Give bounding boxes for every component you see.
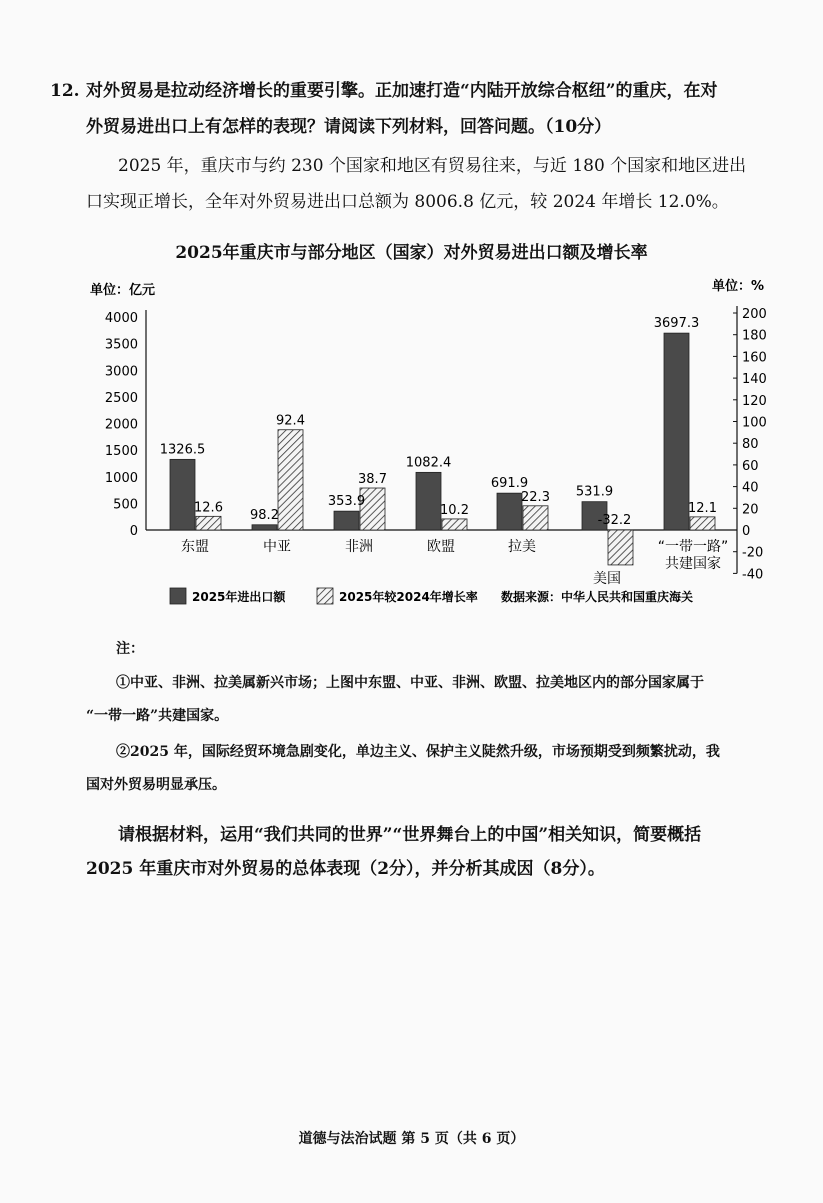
amount-value-label: 531.9 — [575, 484, 614, 500]
left-tick-label: 2500 — [104, 390, 138, 406]
category-label: 欧盟 — [427, 539, 455, 555]
task-line-1: 请根据材料，运用“我们共同的世界”“世界舞台上的中国”相关知识，简要概括 — [118, 825, 702, 845]
right-tick-label: 0 — [742, 524, 751, 539]
legend-swatch-growth — [317, 588, 333, 604]
category-label: “一带一路” — [657, 539, 729, 555]
growth-rate-bar — [278, 430, 303, 530]
growth-rate-value-label: 38.7 — [358, 472, 387, 488]
task-line-2: 2025 年重庆市对外贸易的总体表现（2分），并分析其成因（8分）。 — [86, 859, 605, 879]
growth-rate-bar — [523, 506, 548, 530]
left-tick-label: 1500 — [104, 444, 138, 460]
notes-heading: 注： — [116, 641, 144, 657]
question-line-1: 对外贸易是拉动经济增长的重要引擎。正加速打造“内陆开放综合枢纽”的重庆，在对 — [86, 81, 718, 101]
growth-rate-bar — [442, 519, 467, 530]
growth-rate-bar — [196, 516, 221, 530]
note-1-line-1: ①中亚、非洲、拉美属新兴市场；上图中东盟、中亚、非洲、欧盟、拉美地区内的部分国家属于 — [116, 675, 704, 691]
right-tick-label: 20 — [742, 502, 759, 518]
right-tick-label: -40 — [742, 567, 764, 583]
right-tick-label: 180 — [742, 328, 767, 344]
question-number: 12. — [50, 81, 80, 101]
left-tick-label: 4000 — [104, 311, 138, 326]
amount-bar — [252, 525, 277, 530]
growth-rate-bar — [608, 530, 633, 565]
category-label: 非洲 — [345, 539, 373, 555]
growth-rate-value-label: -32.2 — [597, 513, 632, 528]
right-tick-label: 200 — [742, 307, 767, 322]
category-label: 美国 — [593, 570, 621, 587]
growth-rate-value-label: 12.6 — [194, 500, 223, 516]
amount-value-label: 3697.3 — [653, 316, 700, 332]
left-tick-label: 3000 — [104, 364, 138, 380]
legend-swatch-amount — [170, 588, 186, 604]
left-axis-unit: 单位：亿元 — [90, 283, 156, 298]
trade-bar-chart — [0, 270, 823, 620]
right-tick-label: 60 — [742, 458, 759, 474]
growth-rate-value-label: 22.3 — [521, 489, 550, 505]
right-tick-label: -20 — [742, 545, 764, 561]
left-tick-label: 1000 — [104, 470, 138, 486]
amount-bar — [170, 459, 195, 530]
amount-value-label: 1326.5 — [159, 442, 206, 458]
right-tick-label: 100 — [742, 415, 767, 431]
left-tick-label: 2000 — [104, 417, 138, 433]
note-1-line-2: “一带一路”共建国家。 — [86, 708, 229, 724]
amount-value-label: 98.2 — [250, 507, 279, 523]
right-tick-label: 120 — [742, 393, 767, 409]
page-footer: 道德与法治试题 第 5 页（共 6 页） — [298, 1131, 525, 1147]
growth-rate-bar — [690, 517, 715, 530]
amount-bar — [416, 472, 441, 530]
amount-bar — [334, 511, 359, 530]
category-label: 东盟 — [181, 539, 209, 555]
left-tick-label: 0 — [129, 524, 138, 539]
note-2-line-2: 国对外贸易明显承压。 — [86, 777, 226, 793]
left-tick-label: 500 — [113, 497, 138, 513]
material-line-1: 2025 年，重庆市与约 230 个国家和地区有贸易往来，与近 180 个国家和地区进出 — [118, 156, 747, 176]
right-tick-label: 160 — [742, 350, 767, 366]
left-tick-label: 3500 — [104, 337, 138, 353]
amount-bar — [664, 333, 689, 530]
legend-label-amount: 2025年进出口额 — [192, 590, 286, 604]
note-2-line-1: ②2025 年，国际经贸环境急剧变化，单边主义、保护主义陡然升级，市场预期受到频繁扰动，我 — [116, 744, 720, 760]
material-line-2: 口实现正增长，全年对外贸易进出口总额为 8006.8 亿元，较 2024 年增长 12.0%。 — [86, 192, 729, 212]
amount-value-label: 1082.4 — [405, 455, 452, 471]
amount-value-label: 353.9 — [327, 494, 366, 510]
right-axis-unit: 单位：% — [712, 279, 765, 294]
amount-value-label: 691.9 — [490, 476, 529, 492]
legend-label-growth: 2025年较2024年增长率 — [339, 590, 478, 604]
question-line-2: 外贸易进出口上有怎样的表现？请阅读下列材料，回答问题。（10分） — [86, 117, 612, 137]
growth-rate-value-label: 92.4 — [276, 413, 305, 429]
chart-source: 数据来源：中华人民共和国重庆海关 — [501, 590, 694, 604]
amount-bar — [497, 493, 522, 530]
right-tick-label: 80 — [742, 437, 759, 453]
growth-rate-value-label: 10.2 — [440, 502, 469, 518]
right-tick-label: 140 — [742, 372, 767, 388]
growth-rate-value-label: 12.1 — [688, 500, 717, 516]
chart-title: 2025年重庆市与部分地区（国家）对外贸易进出口额及增长率 — [175, 243, 648, 263]
category-label: 拉美 — [508, 539, 536, 555]
right-tick-label: 40 — [742, 480, 759, 496]
category-label: 共建国家 — [665, 556, 721, 572]
category-label: 中亚 — [263, 539, 291, 555]
